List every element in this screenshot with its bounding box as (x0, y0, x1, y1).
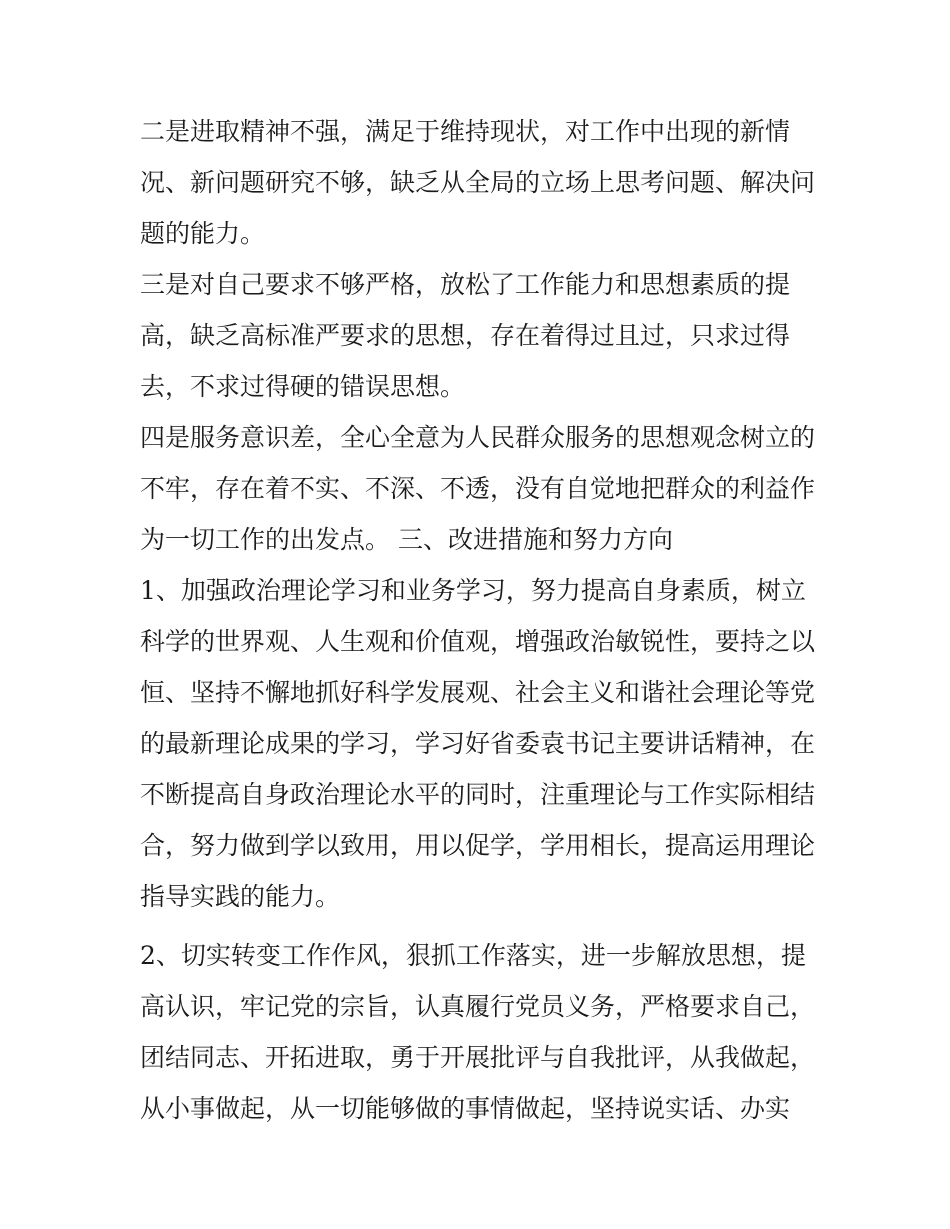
text-line: 去，不求过得硬的错误思想。 (140, 372, 466, 401)
text-line: 从小事做起，从一切能够做的事情做起，坚持说实话、办实 (140, 1094, 791, 1123)
text-line: 1、加强政治理论学习和业务学习，努力提高自身素质，树立 (140, 576, 806, 605)
text-line: 2、切实转变工作作风，狠抓工作落实，进一步解放思想，提 (140, 941, 806, 970)
text-line: 不断提高自身政治理论水平的同时，注重理论与工作实际相结 (140, 780, 816, 809)
text-line: 团结同志、开拓进取，勇于开展批评与自我批评，从我做起， (140, 1043, 816, 1072)
text-line: 况、新问题研究不够，缺乏从全局的立场上思考问题、解决问 (140, 168, 816, 197)
text-line: 高认识，牢记党的宗旨，认真履行党员义务，严格要求自己， (140, 992, 816, 1021)
text-line: 题的能力。 (140, 219, 266, 248)
text-line: 三是对自己要求不够严格，放松了工作能力和思想素质的提 (140, 270, 791, 299)
text-line: 高，缺乏高标准严要求的思想，存在着得过且过，只求过得 (140, 321, 791, 350)
text-line: 的最新理论成果的学习，学习好省委袁书记主要讲话精神，在 (140, 729, 816, 758)
paragraph-gap (140, 922, 830, 930)
document-body (140, 106, 830, 1134)
text-line: 为一切工作的出发点。 三、改进措施和努力方向 (140, 525, 673, 554)
text-line: 科学的世界观、人生观和价值观，增强政治敏锐性，要持之以 (140, 627, 816, 656)
text-line: 合，努力做到学以致用，用以促学，学用相长，提高运用理论 (140, 831, 816, 860)
text-line: 恒、坚持不懈地抓好科学发展观、社会主义和谐社会理论等党 (140, 678, 816, 707)
text-line: 四是服务意识差，全心全意为人民群众服务的思想观念树立的 (140, 423, 816, 452)
text-line: 二是进取精神不强，满足于维持现状，对工作中出现的新情 (140, 117, 791, 146)
text-line: 指导实践的能力。 (140, 882, 341, 911)
text-line: 不牢，存在着不实、不深、不透，没有自觉地把群众的利益作 (140, 474, 816, 503)
